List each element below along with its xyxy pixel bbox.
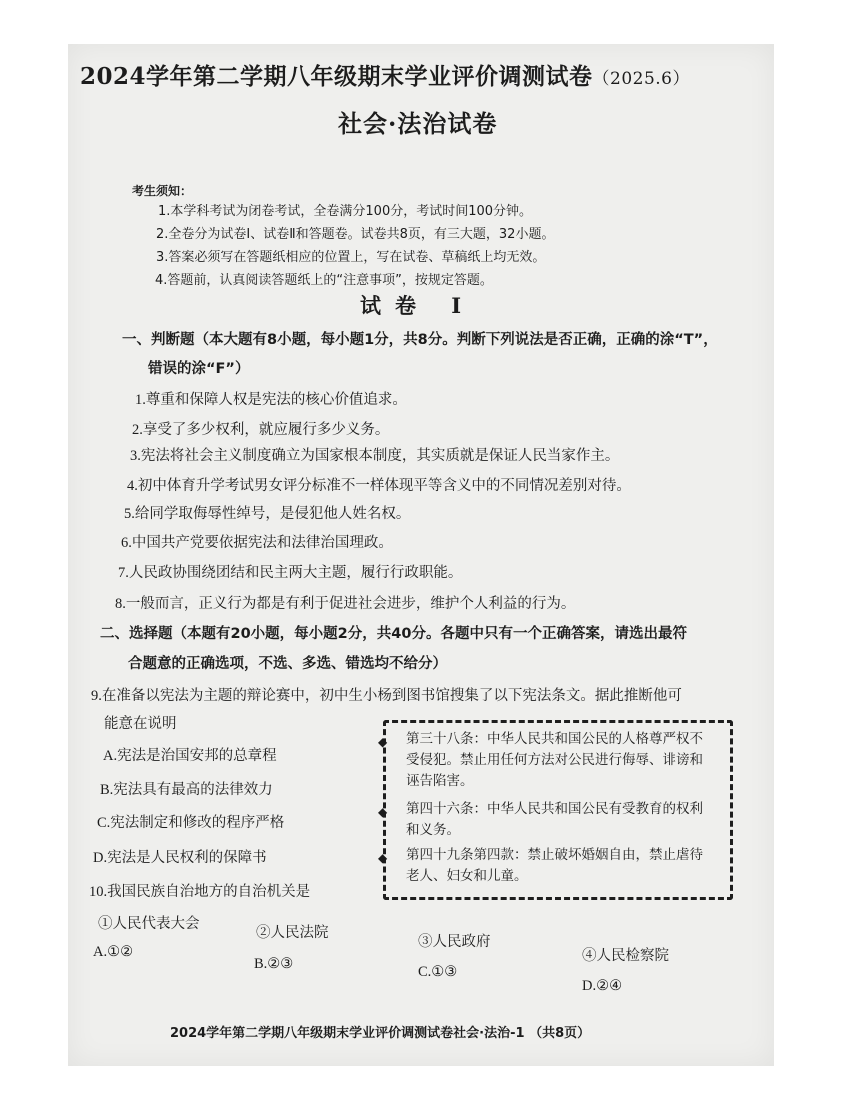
q10-stem: 10.我国民族自治地方的自治机关是 xyxy=(89,884,311,900)
section1-header: 一、判断题（本大题有8小题，每小题1分，共8分。判断下列说法是否正确，正确的涂“T”， xyxy=(122,332,718,348)
q10-option-c: C.①③ xyxy=(418,964,458,980)
judge-item-7: 7.人民政协围绕团结和民主两大主题，履行行政职能。 xyxy=(118,565,463,581)
q10-option-a: A.①② xyxy=(93,944,134,960)
notice-item: 1.本学科考试为闭卷考试，全卷满分100分，考试时间100分钟。 xyxy=(158,204,533,219)
q9-option-b: B.宪法具有最高的法律效力 xyxy=(100,782,273,798)
q10-option-b: B.②③ xyxy=(254,956,294,972)
q9-option-c: C.宪法制定和修改的程序严格 xyxy=(97,815,285,831)
article-38: 第三十八条：中华人民共和国公民的人格尊严权不受侵犯。禁止用任何方法对公民进行侮辱、诽谤和诬告陷害。 xyxy=(406,731,703,789)
q10-item-3: ③人民政府 xyxy=(418,934,491,950)
judge-item-1: 1.尊重和保障人权是宪法的核心价值追求。 xyxy=(135,392,407,408)
q10-item-1: ①人民代表大会 xyxy=(98,916,200,932)
diamond-bullet-icon: ◆ xyxy=(378,805,388,819)
judge-item-6: 6.中国共产党要依据宪法和法律治国理政。 xyxy=(121,535,393,551)
judge-item-2: 2.享受了多少权利，就应履行多少义务。 xyxy=(132,422,390,438)
exam-title: 2024学年第二学期八年级期末学业评价调测试卷（2025.6） xyxy=(80,63,690,90)
notice-item: 3.答案必须写在答题纸相应的位置上，写在试卷、草稿纸上均无效。 xyxy=(156,250,546,265)
article-46: 第四十六条：中华人民共和国公民有受教育的权利和义务。 xyxy=(406,801,703,838)
notice-item: 4.答题前，认真阅读答题纸上的“注意事项”，按规定答题。 xyxy=(155,273,493,288)
page-footer: 2024学年第二学期八年级期末学业评价调测试卷社会·法治-1 （共8页） xyxy=(170,1026,591,1041)
diamond-bullet-icon: ◆ xyxy=(378,735,388,749)
paper-title: 试卷 Ⅰ xyxy=(360,293,476,318)
diamond-bullet-icon: ◆ xyxy=(378,851,388,865)
q9-stem: 9.在准备以宪法为主题的辩论赛中，初中生小杨到图书馆搜集了以下宪法条文。据此推断他可 xyxy=(91,688,682,704)
q9-option-a: A.宪法是治国安邦的总章程 xyxy=(103,748,277,764)
section2-header-cont: 合题意的正确选项，不选、多选、错选均不给分） xyxy=(128,656,447,672)
q9-option-d: D.宪法是人民权利的保障书 xyxy=(93,850,267,866)
q9-stem-cont: 能意在说明 xyxy=(104,716,177,732)
judge-item-4: 4.初中体育升学考试男女评分标准不一样体现平等含义中的不同情况差别对待。 xyxy=(127,478,631,494)
notice-item: 2.全卷分为试卷Ⅰ、试卷Ⅱ和答题卷。试卷共8页，有三大题，32小题。 xyxy=(156,227,555,242)
section1-header-cont: 错误的涂“F”） xyxy=(148,361,250,377)
subject-title: 社会·法治试卷 xyxy=(338,109,498,138)
article-49: 第四十九条第四款：禁止破坏婚姻自由，禁止虐待老人、妇女和儿童。 xyxy=(406,847,703,884)
notice-heading: 考生须知： xyxy=(132,184,193,198)
q10-option-d: D.②④ xyxy=(582,978,623,994)
q10-item-4: ④人民检察院 xyxy=(582,948,669,964)
section2-header: 二、选择题（本题有20小题，每小题2分，共40分。各题中只有一个正确答案，请选出最符 xyxy=(100,626,687,642)
judge-item-5: 5.给同学取侮辱性绰号，是侵犯他人姓名权。 xyxy=(124,506,411,522)
judge-item-8: 8.一般而言，正义行为都是有利于促进社会进步，维护个人利益的行为。 xyxy=(115,596,576,612)
judge-item-3: 3.宪法将社会主义制度确立为国家根本制度，其实质就是保证人民当家作主。 xyxy=(130,448,620,464)
q10-item-2: ②人民法院 xyxy=(256,925,329,941)
exam-date: （2025.6） xyxy=(592,69,690,89)
constitution-excerpt-box xyxy=(378,720,733,900)
